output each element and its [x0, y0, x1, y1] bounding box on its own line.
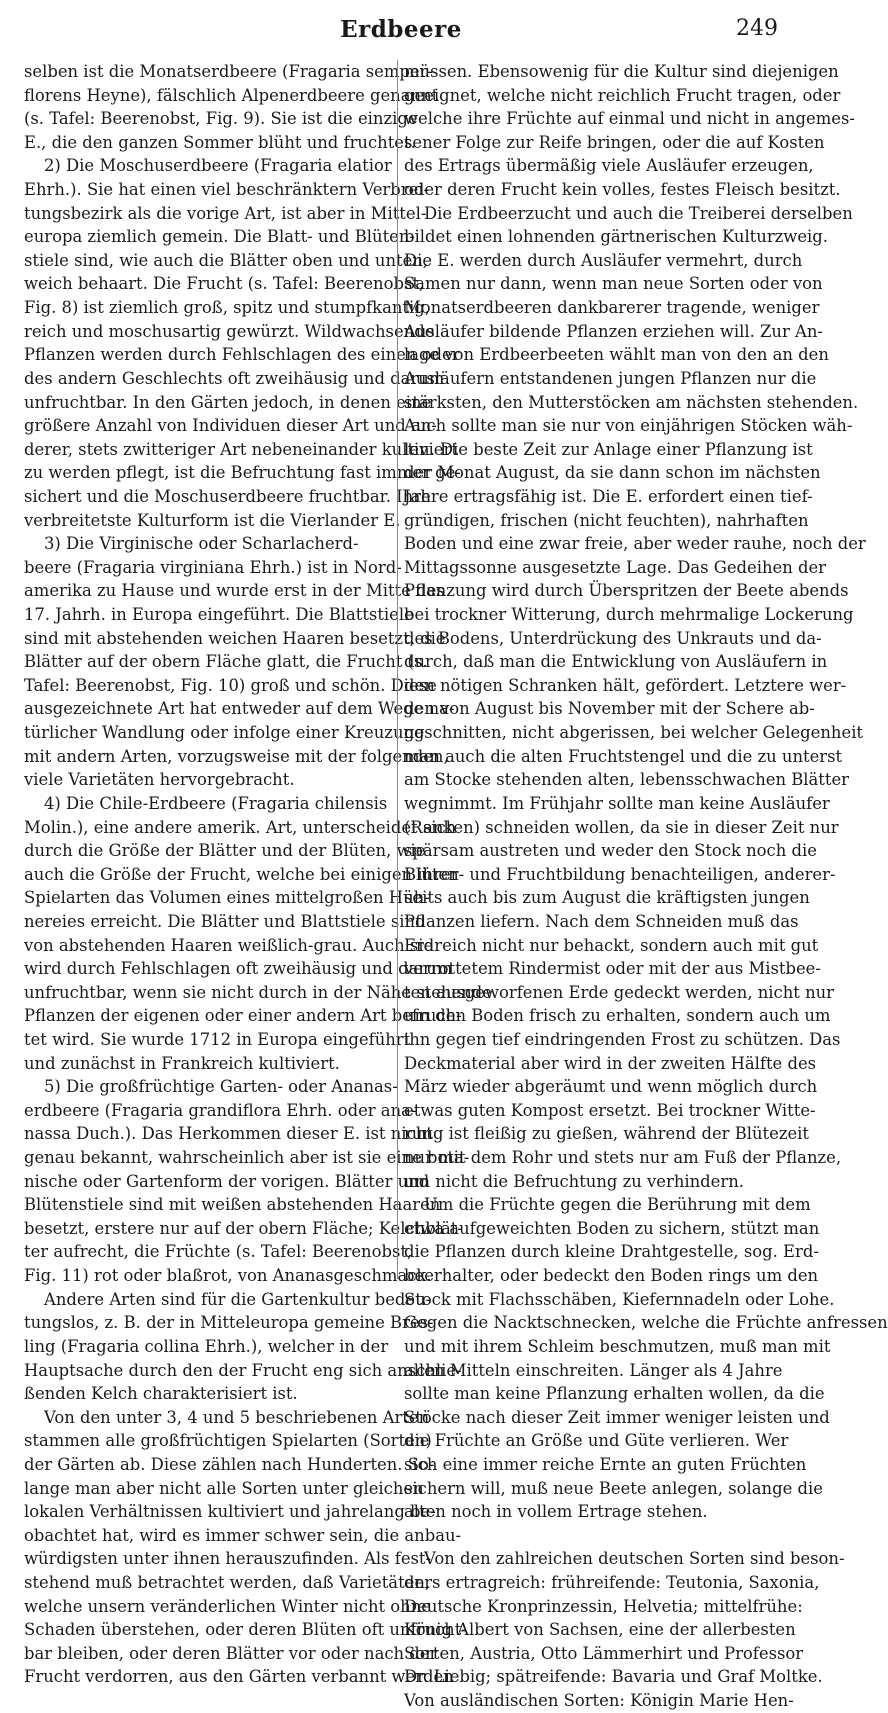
text-line: reich und moschusartig gewürzt. Wildwachsende: [24, 321, 435, 341]
text-line: König Albert von Sachsen, eine der allerbesten: [404, 1620, 796, 1640]
text-line: 17. Jahrh. in Europa eingeführt. Die Blattstiele: [24, 605, 414, 625]
text-line: beerhalter, oder bedeckt den Boden rings um den: [404, 1266, 819, 1286]
text-line: derer, stets zwitteriger Art nebeneinander kultiviert: [24, 439, 458, 459]
text-line: von abstehenden Haaren weißlich-grau. Auch sie: [24, 935, 434, 955]
text-line: Schaden überstehen, oder deren Blüten oft unfrucht-: [24, 1620, 467, 1640]
text-line: den nötigen Schranken hält, gefördert. Letztere wer-: [404, 675, 847, 695]
text-line: nur mit dem Rohr und stets nur am Fuß der Pflanze,: [404, 1148, 842, 1168]
text-line: Stock mit Flachsschäben, Kiefernnadeln oder Lohe.: [404, 1289, 835, 1309]
text-line: Blüten- und Fruchtbildung benachteiligen, anderer-: [404, 864, 836, 884]
text-line: Gegen die Nacktschnecken, welche die Früchte anfressen: [404, 1313, 888, 1333]
text-line: allen Mitteln einschreiten. Länger als 4 Jahre: [404, 1360, 783, 1380]
text-line: Erdreich nicht nur behackt, sondern auch mit gut: [404, 935, 819, 955]
text-line: beere (Fragaria virginiana Ehrh.) ist in Nord-: [24, 557, 402, 577]
text-line: Boden und eine zwar freie, aber weder rauhe, noch der: [404, 534, 866, 554]
text-line: durch die Größe der Blätter und der Blüten, wie: [24, 841, 426, 861]
text-line: die Pflanzen durch kleine Drahtgestelle, sog. Erd-: [404, 1242, 819, 1262]
text-line: lokalen Verhältnissen kultiviert und jahrelang be-: [24, 1502, 436, 1522]
text-line: der Gärten ab. Diese zählen nach Hunderten. So-: [24, 1454, 435, 1474]
text-line: mit andern Arten, vorzugsweise mit der folgenden,: [24, 746, 449, 766]
text-line: lage von Erdbeerbeeten wählt man von den an den: [404, 345, 829, 365]
text-line: stiele sind, wie auch die Blätter oben und unten,: [24, 250, 429, 270]
text-line: Deutsche Kronprinzessin, Helvetia; mittelfrühe:: [404, 1596, 803, 1616]
text-line: tungslos, z. B. der in Mitteleuropa gemeine Bres-: [24, 1313, 434, 1333]
left-column: [24, 60, 492, 1687]
text-line: 2) Die Moschuserdbeere (Fragaria elatior: [44, 156, 392, 176]
text-line: stärksten, den Mutterstöcken am nächsten stehenden.: [404, 392, 859, 412]
text-line: obachtet hat, wird es immer schwer sein, die anbau-: [24, 1525, 462, 1545]
text-line: etwas guten Kompost ersetzt. Bei trockner Witte-: [404, 1100, 816, 1120]
text-line: am Stocke stehenden alten, lebensschwachen Blätter: [404, 770, 849, 790]
text-line: 4) Die Chile-Erdbeere (Fragaria chilensis: [44, 793, 388, 813]
text-line: tet wird. Sie wurde 1712 in Europa eingeführt: [24, 1029, 411, 1049]
text-line: Molin.), eine andere amerik. Art, unterscheidet sich: [24, 817, 457, 837]
text-line: seits auch bis zum August die kräftigsten jungen: [404, 888, 810, 908]
text-line: Samen nur dann, wenn man neue Sorten oder von: [404, 274, 823, 294]
text-line: verrottetem Rindermist oder mit der aus Mistbee-: [404, 959, 821, 979]
text-line: spärsam austreten und weder den Stock noch die: [404, 841, 817, 861]
text-line: ten ausgeworfenen Erde gedeckt werden, nicht nur: [404, 982, 835, 1002]
text-line: (s. Tafel: Beerenobst, Fig. 9). Sie ist die einzige: [24, 109, 418, 129]
text-line: Pflanzen liefern. Nach dem Schneiden muß das: [404, 911, 799, 931]
text-line: Hauptsache durch den der Frucht eng sich anschlie-: [24, 1360, 462, 1380]
text-line: Die Erdbeerzucht und auch die Treiberei derselben: [424, 203, 853, 223]
text-line: Auch sollte man sie nur von einjährigen Stöcken wäh-: [404, 416, 853, 436]
text-line: florens Heyne), fälschlich Alpenerdbeere genannt: [24, 85, 439, 105]
text-line: Jahre ertragsfähig ist. Die E. erfordert einen tief-: [404, 486, 813, 506]
text-line: Deckmaterial aber wird in der zweiten Hälfte des: [404, 1053, 817, 1073]
text-line: Pflanzen der eigenen oder einer andern Art befruch-: [24, 1006, 462, 1026]
text-line: Ausläufern entstandenen jungen Pflanzen nur die: [404, 368, 817, 388]
text-line: Mittagssonne ausgesetzte Lage. Das Gedeihen der: [404, 557, 827, 577]
text-line: geeignet, welche nicht reichlich Frucht tragen, oder: [404, 85, 841, 105]
text-line: Pflanzung wird durch Überspritzen der Beete abends: [404, 581, 849, 601]
text-line: Blätter auf der obern Fläche glatt, die Frucht (s.: [24, 652, 428, 672]
text-line: sich eine immer reiche Ernte an guten Früchten: [404, 1454, 807, 1474]
text-line: um den Boden frisch zu erhalten, sondern auch um: [404, 1006, 831, 1026]
text-line: sichert und die Moschuserdbeere fruchtbar. Ihre: [24, 486, 431, 506]
text-line: Fig. 8) ist ziemlich groß, spitz und stumpfkantig,: [24, 298, 430, 318]
text-line: zu werden pflegt, ist die Befruchtung fast immer ge-: [24, 463, 461, 483]
text-line: Spielarten das Volumen eines mittelgroßen Hüh-: [24, 888, 430, 908]
text-line: ausgezeichnete Art hat entweder auf dem Wege na-: [24, 699, 455, 719]
text-line: würdigsten unter ihnen herauszufinden. Als fest-: [24, 1549, 432, 1569]
text-line: Von den zahlreichen deutschen Sorten sind beson-: [424, 1549, 845, 1569]
page-header: [24, 0, 778, 58]
text-line: den von August bis November mit der Schere ab-: [404, 699, 815, 719]
text-line: lange man aber nicht alle Sorten unter gleichen: [24, 1478, 424, 1498]
text-line: stehend muß betrachtet werden, daß Varietäten,: [24, 1573, 431, 1592]
text-line: und mit ihrem Schleim beschmutzen, muß man mit: [404, 1336, 831, 1356]
text-line: des andern Geschlechts oft zweihäusig und darum: [24, 368, 445, 388]
text-line: Fig. 11) rot oder blaßrot, von Ananasgeschmack.: [24, 1266, 432, 1286]
text-line: Pflanzen werden durch Fehlschlagen des einen oder: [24, 345, 460, 365]
text-line: selben ist die Monatserdbeere (Fragaria semper-: [24, 62, 433, 81]
text-line: Um die Früchte gegen die Berührung mit dem: [424, 1195, 811, 1215]
text-line: nische oder Gartenform der vorigen. Blätter und: [24, 1171, 430, 1191]
text-line: weich behaart. Die Frucht (s. Tafel: Beerenobst,: [24, 274, 425, 294]
text-line: des Bodens, Unterdrückung des Unkrauts und da-: [404, 628, 822, 648]
text-line: sener Folge zur Reife bringen, oder die auf Kosten: [404, 132, 825, 152]
text-line: man auch die alten Fruchtstengel und die zu unterst: [404, 746, 843, 766]
text-line: wird durch Fehlschlagen oft zweihäusig und darum: [24, 959, 453, 979]
text-line: Andere Arten sind für die Gartenkultur bedeu-: [44, 1289, 432, 1309]
paragraph-gap: [404, 1524, 780, 1548]
text-line: Tafel: Beerenobst, Fig. 10) groß und schön. Diese: [24, 675, 437, 695]
text-line: viele Varietäten hervorgebracht.: [24, 770, 295, 790]
text-line: unfruchtbar. In den Gärten jedoch, in denen eine: [24, 392, 432, 412]
page-number: 249: [736, 16, 778, 41]
text-line: genau bekannt, wahrscheinlich aber ist sie eine bota-: [24, 1148, 470, 1168]
text-line: Frucht verdorren, aus den Gärten verbannt werden: [24, 1667, 454, 1687]
text-line: Die E. werden durch Ausläufer vermehrt, durch: [404, 250, 803, 270]
text-line: nereies erreicht. Die Blätter und Blattstiele sind: [24, 911, 426, 931]
text-line: geschnitten, nicht abgerissen, bei welcher Gelegenheit: [404, 723, 864, 743]
text-line: die Früchte an Größe und Güte verlieren. Wer: [404, 1431, 789, 1451]
text-line: erdbeere (Fragaria grandiflora Ehrh. oder ana-: [24, 1100, 417, 1120]
text-line: März wieder abgeräumt und wenn möglich durch: [404, 1077, 818, 1097]
text-line: durch, daß man die Entwicklung von Ausläufern in: [404, 652, 828, 672]
text-line: und zunächst in Frankreich kultiviert.: [24, 1053, 340, 1073]
text-line: oder deren Frucht kein volles, festes Fleisch besitzt.: [404, 180, 841, 200]
text-line: unfruchtbar, wenn sie nicht durch in der Nähe stehende: [24, 982, 492, 1002]
text-line: auch die Größe der Frucht, welche bei einigen ihrer: [24, 864, 459, 884]
text-line: des Ertrags übermäßig viele Ausläufer erzeugen,: [404, 156, 814, 176]
text-line: gründigen, frischen (nicht feuchten), nahrhaften: [404, 510, 809, 530]
text-line: amerika zu Hause und wurde erst in der Mitte des: [24, 581, 445, 601]
text-line: len. Die beste Zeit zur Anlage einer Pflanzung ist: [404, 439, 813, 459]
text-line: bar bleiben, oder deren Blätter vor oder nach der: [24, 1643, 438, 1663]
text-line: etwa aufgeweichten Boden zu sichern, stützt man: [404, 1218, 820, 1238]
text-line: Ehrh.). Sie hat einen viel beschränktern Verbrei-: [24, 180, 430, 200]
right-column: [404, 60, 888, 1711]
text-line: um nicht die Befruchtung zu verhindern.: [404, 1171, 744, 1191]
text-line: türlicher Wandlung oder infolge einer Kreuzung: [24, 723, 425, 743]
text-line: nassa Duch.). Das Herkommen dieser E. ist nicht: [24, 1124, 433, 1144]
text-line: welche unsern veränderlichen Winter nicht ohne: [24, 1596, 431, 1616]
text-line: 3) Die Virginische oder Scharlacherd-: [44, 534, 359, 554]
text-line: Stöcke nach dieser Zeit immer weniger leisten und: [404, 1407, 830, 1427]
text-line: Ausläufer bildende Pflanzen erziehen will. Zur An-: [404, 321, 823, 341]
text-line: ihn gegen tief eindringenden Frost zu schützen. Das: [404, 1029, 841, 1049]
text-line: ling (Fragaria collina Ehrh.), welcher in der: [24, 1336, 389, 1356]
text-line: europa ziemlich gemein. Die Blatt- und Blüten-: [24, 227, 415, 247]
text-line: der Monat August, da sie dann schon im nächsten: [404, 463, 821, 483]
text-line: Von den unter 3, 4 und 5 beschriebenen Arten: [44, 1407, 430, 1427]
text-line: größere Anzahl von Individuen dieser Art und an-: [24, 416, 437, 436]
text-line: tungsbezirk als die vorige Art, ist aber in Mittel-: [24, 203, 427, 223]
text-line: sichern will, muß neue Beete anlegen, solange die: [404, 1478, 823, 1498]
text-line: Blütenstiele sind mit weißen abstehenden Haaren: [24, 1195, 441, 1215]
text-line: rung ist fleißig zu gießen, während der Blütezeit: [404, 1124, 810, 1144]
text-line: Von ausländischen Sorten: Königin Marie Hen-: [404, 1691, 794, 1711]
text-line: sind mit abstehenden weichen Haaren besetzt, die: [24, 628, 446, 648]
text-line: bildet einen lohnenden gärtnerischen Kulturzweig.: [404, 227, 828, 247]
text-line: (Ranken) schneiden wollen, da sie in dieser Zeit nur: [404, 817, 839, 837]
running-head: Erdbeere: [340, 16, 462, 43]
text-line: bei trockner Witterung, durch mehrmalige Lockerung: [404, 605, 854, 625]
text-line: verbreitetste Kulturform ist die Vierlander E.: [24, 510, 401, 530]
text-line: Dr. Liebig; spätreifende: Bavaria und Graf Moltke.: [404, 1667, 823, 1687]
text-line: E., die den ganzen Sommer blüht und fruchtet.: [24, 132, 416, 152]
text-line: ßenden Kelch charakterisiert ist.: [24, 1384, 298, 1404]
text-line: Sorten, Austria, Otto Lämmerhirt und Professor: [404, 1643, 804, 1663]
text-line: welche ihre Früchte auf einmal und nicht in angemes-: [404, 109, 855, 129]
text-line: 5) Die großfrüchtige Garten- oder Ananas-: [44, 1077, 398, 1097]
column-divider: [397, 60, 398, 1279]
text-line: ders ertragreich: frühreifende: Teutonia, Saxonia,: [404, 1573, 820, 1592]
text-line: alten noch in vollem Ertrage stehen.: [404, 1502, 708, 1522]
text-line: stammen alle großfrüchtigen Spielarten (Sorten): [24, 1431, 432, 1451]
text-line: ter aufrecht, die Früchte (s. Tafel: Beerenobst,: [24, 1242, 413, 1262]
text-line: sollte man keine Pflanzung erhalten wollen, da die: [404, 1384, 825, 1404]
text-line: Monatserdbeeren dankbarerer tragende, weniger: [404, 298, 820, 318]
text-line: müssen. Ebensowenig für die Kultur sind diejenigen: [404, 62, 839, 81]
text-line: wegnimmt. Im Frühjahr sollte man keine Ausläufer: [404, 793, 830, 813]
text-line: besetzt, erstere nur auf der obern Fläche; Kelchblät-: [24, 1218, 463, 1238]
text-columns: [24, 60, 888, 1711]
